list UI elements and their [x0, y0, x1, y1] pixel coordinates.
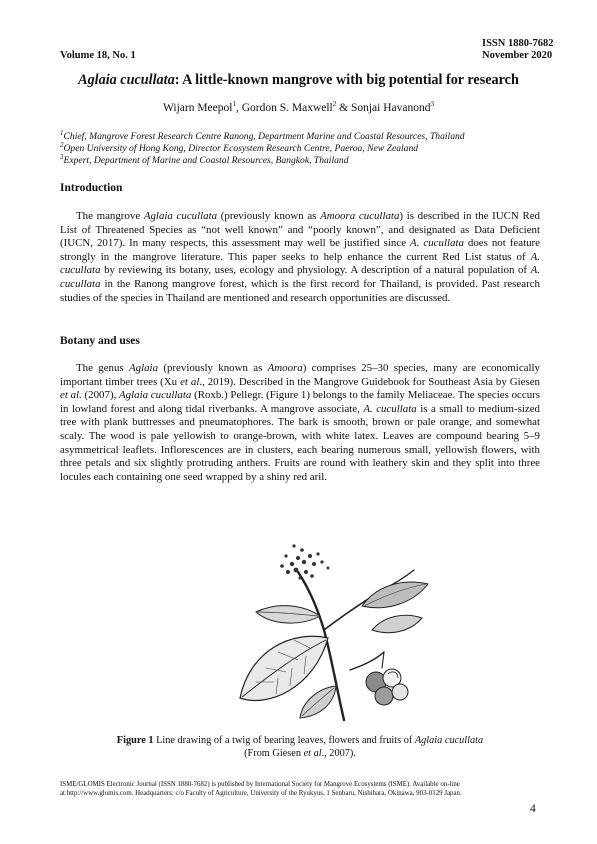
affiliation-mark: 2 [60, 140, 64, 149]
author-3-mark: 3 [430, 100, 434, 109]
author-sep: & [336, 102, 351, 114]
affiliation-text: Open University of Hong Kong, Director Ecosystem Research Centre, Paeroa, New Zealand [63, 143, 419, 154]
title-rest: : A little-known mangrove with big potential for research [174, 72, 519, 88]
page-number: 4 [530, 803, 536, 815]
author-sep: , [235, 102, 242, 114]
paper-title [0, 72, 597, 89]
figure-1-caption: Figure 1 Line drawing of a twig of bearing leaves, flowers and fruits of Aglaia cucullata (From Giesen et al., 2007). [116, 735, 484, 759]
twig-drawing [232, 520, 432, 728]
issn: ISSN 1880-7682 [482, 38, 554, 49]
title-species: Aglaia cucullata [78, 72, 175, 88]
journal-footer [60, 780, 540, 798]
leaf-right [362, 582, 428, 633]
paragraph-introduction: The mangrove Aglaia cucullata (previously known as Amoora cucullata) is described in the IUCN Red List of Threatened Species as “not well known” and “poorly known”, and designated as Data Deficient (IUCN, 2017). In many respects, this assessment may well be justified since A. cucullata does not feature strongly in the mangrove literature. This paper seeks to help enhance the current Red List status of A. cucullata by reviewing its botany, uses, ecology and physiology. A description of a natural population of A. cucullata in the Ranong mangrove forest, which is the first record for Thailand, is provided. Past research studies of the species in Thailand are mentioned and research opportunities are discussed. [60, 210, 540, 304]
affiliation-2 [60, 140, 419, 154]
fruit-cluster [366, 669, 408, 705]
leaf-upper-left [256, 606, 320, 623]
figure-label: Figure 1 [116, 735, 154, 746]
author-2: Gordon S. Maxwell [241, 102, 333, 114]
author-1: Wijarn Meepol [162, 102, 233, 114]
affiliation-mark: 3 [60, 152, 64, 161]
figure-1-illustration [232, 520, 432, 728]
paragraph-botany: The genus Aglaia (previously known as Amoora) comprises 25–30 species, many are economically important timber trees (Xu et al., 2019). Described in the Mangrove Guidebook for Southeast Asia by Giesen et al. (2007), Aglaia cucullata (Roxb.) Pellegr. (Figure 1) belongs to the family Meliaceae. The species occurs in lowland forest and along tidal riverbanks. A mangrove associate, A. cucullata is a small to medium-sized tree with plank buttresses and pneumatophores. The bark is smooth, brown or pale orange, and somewhat scaly. The wood is pale yellowish to orange-brown, with white latex. Leaves are compound bearing 5–9 asymmetrical leaflets. Inflorescences are in clusters, each bearing numerous small, yellowish flowers, with three petals and six slightly protruding anthers. Fruits are round with leathery skin and they split into three locules each containing one seed wrapped by a shiny red aril. [60, 362, 541, 483]
publication-date: November 2020 [482, 50, 553, 61]
volume-issue: Volume 18, No. 1 [60, 50, 136, 61]
affiliation-1 [60, 128, 465, 142]
author-2-mark: 2 [332, 100, 337, 109]
affiliation-text: Expert, Department of Marine and Coastal Resources, Bangkok, Thailand [63, 155, 349, 166]
affiliation-mark: 1 [60, 128, 64, 137]
footer-line-2: at http://www.glomis.com. Headquarters: c/o Faculty of Agriculture, University of the Ryukyus, 1 Senbaru, Nishihara, Okinawa, 903-0129 Japan. [60, 790, 462, 798]
heading-introduction: Introduction [60, 182, 123, 194]
footer-line-1: ISME/GLOMIS Electronic Journal (ISSN 1880-7682) is published by International Society for Mangrove Ecosystems (ISME). Available on-line [60, 781, 460, 788]
flower-cluster [280, 544, 329, 579]
leaf-small-lower [300, 686, 336, 718]
author-line [0, 102, 597, 114]
author-3: Sonjai Havanond [350, 102, 431, 114]
leaf-large [240, 636, 328, 700]
heading-botany-uses: Botany and uses [60, 335, 140, 347]
author-1-mark: 1 [232, 100, 236, 109]
affiliation-3 [60, 152, 349, 166]
affiliation-text: Chief, Mangrove Forest Research Centre Ranong, Department Marine and Coastal Resources, Thailand [63, 131, 465, 142]
